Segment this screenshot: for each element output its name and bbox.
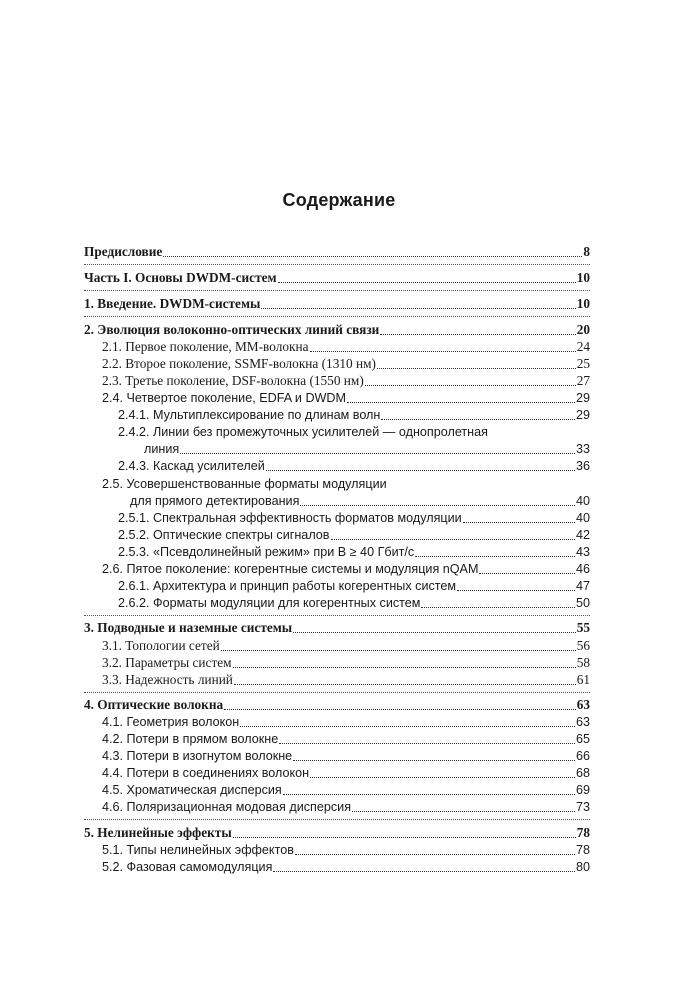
toc-page-number: 29 — [575, 408, 590, 422]
leader-dots — [273, 871, 575, 872]
leader-dots — [234, 684, 576, 685]
leader-dots — [221, 650, 576, 651]
leader-dots — [310, 351, 576, 352]
toc-page-number: 78 — [576, 825, 590, 840]
toc-entry-text: 4.5. Хроматическая дисперсия — [102, 783, 282, 797]
toc-page-number: 24 — [576, 339, 590, 354]
toc-entry-text: 2.4.3. Каскад усилителей — [118, 459, 265, 473]
toc-page-number: 80 — [575, 860, 590, 874]
toc-entry-text: 4.1. Геометрия волокон — [102, 715, 240, 729]
toc-entry-text: 2.1. Первое поколение, ММ-волокна — [102, 339, 309, 354]
toc-entry-text: 2.2. Второе поколение, SSMF-волокна (1310 нм) — [102, 356, 376, 371]
toc-page-number: 40 — [575, 494, 590, 508]
toc-page-number: 78 — [575, 843, 590, 857]
leader-dots — [463, 522, 575, 523]
section-divider — [84, 819, 590, 820]
toc-page-number: 58 — [576, 655, 590, 670]
toc-page-number: 55 — [576, 620, 590, 635]
toc-page-number: 25 — [576, 356, 590, 371]
leader-dots — [180, 453, 575, 454]
toc-entry-text: 4.3. Потери в изогнутом волокне — [102, 749, 293, 763]
leader-dots — [331, 539, 575, 540]
toc-page-number: 68 — [575, 766, 590, 780]
toc-page-number: 10 — [576, 270, 590, 285]
leader-dots — [381, 419, 575, 420]
toc-entry-text: 3. Подводные и наземные системы — [84, 620, 293, 635]
toc-page-number: 43 — [575, 545, 590, 559]
leader-dots — [347, 402, 575, 403]
section-divider — [84, 316, 590, 317]
leader-dots — [377, 368, 576, 369]
toc-page-number: 56 — [576, 638, 590, 653]
toc-page-number: 8 — [583, 244, 590, 259]
leader-dots — [233, 667, 576, 668]
toc-page-number: 42 — [575, 528, 590, 542]
toc-entry-text: 1. Введение. DWDM-системы — [84, 296, 261, 311]
toc-entry-text: 2.5. Усовершенствованные форматы модуляции — [102, 477, 387, 491]
page-title: Содержание — [282, 190, 396, 210]
toc-entry-text: 2.4.2. Линии без промежуточных усилителей — однопролетная — [118, 425, 488, 439]
toc-page-number: 61 — [576, 672, 590, 687]
toc-page-number: 73 — [575, 800, 590, 814]
leader-dots — [283, 794, 575, 795]
leader-dots — [293, 632, 576, 633]
leader-dots — [365, 385, 576, 386]
leader-dots — [293, 760, 575, 761]
toc-entry-text: 2. Эволюция волоконно-оптических линий связи — [84, 322, 380, 337]
leader-dots — [266, 470, 575, 471]
toc-entry-text: 3.2. Параметры систем — [102, 655, 232, 670]
leader-dots — [380, 334, 575, 335]
toc-entry-text: 5.2. Фазовая самомодуляция — [102, 860, 273, 874]
toc-entry-text: 2.3. Третье поколение, DSF-волокна (1550 нм) — [102, 373, 364, 388]
toc-entry-text-continued: линия — [144, 442, 180, 456]
toc-entry-text: 4. Оптические волокна — [84, 697, 224, 712]
section-divider — [84, 615, 590, 616]
leader-dots — [224, 709, 576, 710]
toc-entry-text: 2.6.1. Архитектура и принцип работы когерентных систем — [118, 579, 457, 593]
toc-page-number: 20 — [576, 322, 590, 337]
toc-page-number: 40 — [575, 511, 590, 525]
leader-dots — [310, 777, 575, 778]
toc-page-number: 65 — [575, 732, 590, 746]
toc-page-number: 63 — [575, 715, 590, 729]
toc-entry-text: Часть I. Основы DWDM-систем — [84, 270, 277, 285]
leader-dots — [233, 837, 576, 838]
toc-page-number: 69 — [575, 783, 590, 797]
toc-entry-text: 5.1. Типы нелинейных эффектов — [102, 843, 294, 857]
toc-entry-text: 2.4.1. Мультиплексирование по длинам волн — [118, 408, 381, 422]
toc-page-number: 10 — [576, 296, 590, 311]
toc-entry-text: 2.5.1. Спектральная эффективность форматов модуляции — [118, 511, 462, 525]
toc-page-number: 27 — [576, 373, 590, 388]
leader-dots — [457, 590, 575, 591]
toc-entry-text: 4.4. Потери в соединениях волокон — [102, 766, 310, 780]
toc-page-number: 36 — [575, 459, 590, 473]
toc-entry-text: 2.5.3. «Псевдолинейный режим» при B ≥ 40 Гбит/с — [118, 545, 415, 559]
toc-page-number: 47 — [575, 579, 590, 593]
section-divider — [84, 290, 590, 291]
toc-entry-text: 5. Нелинейные эффекты — [84, 825, 232, 840]
leader-dots — [415, 556, 575, 557]
leader-dots — [300, 505, 575, 506]
toc-entry-text: 2.6. Пятое поколение: когерентные системы и модуляция nQAM — [102, 562, 479, 576]
toc-entry-text: 2.4. Четвертое поколение, EDFA и DWDM — [102, 391, 347, 405]
section-divider — [84, 692, 590, 693]
toc-entry-text: 4.6. Поляризационная модовая дисперсия — [102, 800, 352, 814]
toc-entry-text: 2.6.2. Форматы модуляции для когерентных систем — [118, 596, 421, 610]
leader-dots — [279, 743, 575, 744]
toc-entry-text: Предисловие — [84, 244, 163, 259]
leader-dots — [240, 726, 575, 727]
toc-page-number: 63 — [576, 697, 590, 712]
leader-dots — [261, 308, 575, 309]
toc-entry-text: 3.1. Топологии сетей — [102, 638, 220, 653]
leader-dots — [352, 811, 575, 812]
toc-page-number: 33 — [575, 442, 590, 456]
toc-entry-text: 3.3. Надежность линий — [102, 672, 233, 687]
toc-entry-text: 4.2. Потери в прямом волокне — [102, 732, 279, 746]
leader-dots — [421, 607, 575, 608]
toc-page-number: 29 — [575, 391, 590, 405]
toc-page-number: 50 — [575, 596, 590, 610]
leader-dots — [295, 854, 575, 855]
toc-page-number: 66 — [575, 749, 590, 763]
leader-dots — [278, 282, 576, 283]
leader-dots — [479, 573, 575, 574]
toc-entry-text: 2.5.2. Оптические спектры сигналов — [118, 528, 330, 542]
leader-dots — [163, 256, 582, 257]
toc-entry-text-continued: для прямого детектирования — [130, 494, 300, 508]
toc-page-number: 46 — [575, 562, 590, 576]
section-divider — [84, 264, 590, 265]
